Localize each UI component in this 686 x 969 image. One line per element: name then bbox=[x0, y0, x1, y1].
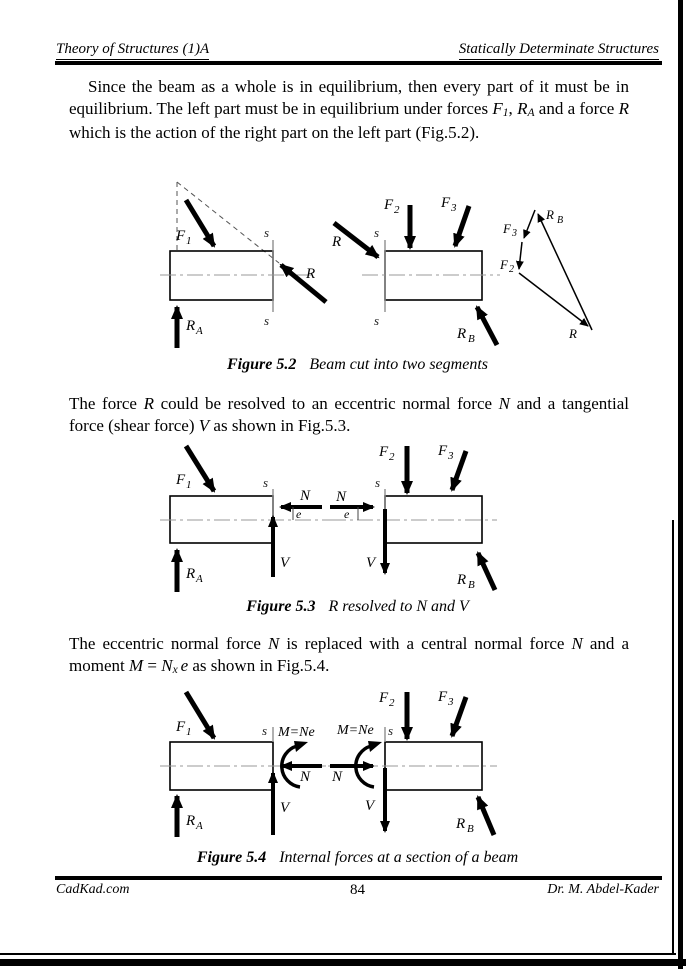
figure-5-3-drawing bbox=[0, 443, 686, 598]
e-label: e bbox=[344, 507, 350, 521]
header-rule bbox=[55, 61, 662, 65]
polygon-f2-label-sub: 2 bbox=[509, 264, 514, 275]
f2-label-sub: 2 bbox=[389, 451, 395, 463]
polygon-r-label: R bbox=[569, 326, 577, 341]
rb-label: R bbox=[456, 816, 466, 832]
caption-label: Figure 5.4 bbox=[196, 849, 267, 866]
polygon-f2-vector bbox=[519, 242, 522, 269]
moment-arc-arrowhead bbox=[368, 741, 382, 752]
figure-5-4-drawing bbox=[0, 685, 686, 847]
moment-label: M=Ne bbox=[337, 723, 374, 738]
f2-label-sub: 2 bbox=[389, 697, 395, 709]
section-label-s-top: s bbox=[264, 225, 270, 240]
v-label: V bbox=[280, 555, 290, 571]
page-footer bbox=[56, 882, 659, 898]
reaction-rb-arrow bbox=[478, 797, 494, 835]
figure-5-3-caption bbox=[55, 597, 660, 617]
section-label-s-bottom: s bbox=[264, 313, 270, 328]
f2-label: F bbox=[384, 197, 394, 213]
reaction-rb-arrow bbox=[478, 553, 495, 590]
paragraph-1: Since the beam as a whole is in equilibrium, then every part of it must be in equilibrium. The left part must be in equilibrium under forces F1, RA and a force R which is the action of the right part on the left part (Fig.5.2). bbox=[69, 77, 630, 142]
polygon-f3-label-sub: 3 bbox=[512, 228, 517, 239]
paragraph-2: The force R could be resolved to an eccentric normal force N and a tangential force (shear force) V as shown in Fig.5.3. bbox=[69, 394, 630, 435]
f2-label-sub: 2 bbox=[394, 204, 400, 216]
page-number: 84 bbox=[350, 882, 365, 898]
page-header bbox=[56, 41, 659, 60]
figure-5-2-drawing bbox=[0, 178, 686, 353]
f1-label: F bbox=[176, 472, 186, 488]
f3-label-sub: 3 bbox=[448, 696, 454, 708]
v-label: V bbox=[366, 555, 376, 571]
force-f3-arrow bbox=[452, 697, 466, 736]
caption-label: Figure 5.3 bbox=[246, 598, 316, 615]
f1-label-sub: 1 bbox=[186, 235, 192, 247]
header-left-title: Theory of Structures (1)A bbox=[56, 41, 209, 60]
fig53-left-beam-segment bbox=[160, 446, 330, 592]
f3-label-sub: 3 bbox=[448, 450, 454, 462]
fig54-left-beam-segment bbox=[160, 692, 326, 837]
f3-label: F bbox=[438, 443, 448, 459]
e-label: e bbox=[296, 507, 302, 521]
ra-label-sub: A bbox=[196, 325, 203, 337]
figure-5-2-caption bbox=[55, 355, 660, 375]
fig52-force-polygon bbox=[499, 207, 592, 341]
rb-label-sub: B bbox=[467, 823, 474, 835]
caption-text: R resolved to N and V bbox=[328, 598, 469, 615]
f1-label: F bbox=[176, 719, 186, 735]
f2-label: F bbox=[379, 690, 389, 706]
v-label: V bbox=[280, 800, 290, 816]
f1-label-sub: 1 bbox=[186, 479, 192, 491]
n-label: N bbox=[332, 769, 343, 785]
f1-label: F bbox=[176, 228, 186, 244]
footer-left-text: CadKad.com bbox=[56, 882, 130, 897]
section-label-s: s bbox=[388, 723, 394, 738]
f1-label-sub: 1 bbox=[186, 726, 192, 738]
rb-label-sub: B bbox=[468, 333, 475, 345]
fig52-right-beam-segment bbox=[331, 195, 500, 345]
rb-label: R bbox=[457, 326, 467, 342]
f2-label: F bbox=[379, 444, 389, 460]
f3-label-sub: 3 bbox=[451, 202, 457, 214]
polygon-rb-label-sub: B bbox=[557, 215, 564, 226]
fig54-right-beam-segment bbox=[328, 689, 497, 835]
moment-arc-arrowhead bbox=[294, 741, 308, 752]
section-label-s-top: s bbox=[374, 225, 380, 240]
footer-rule bbox=[55, 876, 662, 880]
polygon-f2-label: F bbox=[500, 257, 508, 272]
polygon-f3-label: F bbox=[503, 221, 511, 236]
header-right-title: Statically Determinate Structures bbox=[459, 41, 659, 60]
ra-label: R bbox=[186, 318, 196, 334]
section-label-s-bottom: s bbox=[374, 313, 380, 328]
force-f3-arrow bbox=[455, 206, 469, 246]
page-border-right-inner bbox=[672, 520, 674, 955]
f3-label: F bbox=[438, 689, 448, 705]
moment-label: M=Ne bbox=[278, 725, 315, 740]
section-label-s: s bbox=[262, 723, 268, 738]
r-label: R bbox=[332, 234, 342, 250]
footer-right-text: Dr. M. Abdel-Kader bbox=[547, 882, 659, 897]
figure-5-4-caption bbox=[55, 848, 660, 868]
section-label-s: s bbox=[375, 475, 381, 490]
r-label: R bbox=[306, 266, 316, 282]
caption-text: Internal forces at a section of a beam bbox=[279, 849, 519, 866]
ra-label-sub: A bbox=[196, 820, 203, 832]
fig52-left-beam-segment bbox=[160, 182, 326, 348]
polygon-rb-label: R bbox=[546, 207, 554, 222]
n-label: N bbox=[300, 769, 311, 785]
force-f3-arrow bbox=[452, 451, 466, 490]
section-label-s: s bbox=[263, 475, 269, 490]
ra-label: R bbox=[186, 566, 196, 582]
ra-label-sub: A bbox=[196, 573, 203, 585]
page-border-bottom-inner bbox=[0, 953, 676, 955]
fig53-right-beam-segment bbox=[330, 443, 497, 591]
rb-label: R bbox=[457, 572, 467, 588]
rb-label-sub: B bbox=[468, 579, 475, 591]
page-border-bottom bbox=[0, 959, 686, 966]
force-r-arrow bbox=[281, 265, 326, 302]
page-border-right bbox=[678, 0, 683, 969]
ra-label: R bbox=[186, 813, 196, 829]
caption-text: Beam cut into two segments bbox=[309, 356, 488, 373]
paragraph-3: The eccentric normal force N is replaced with a central normal force N and a moment M = Nx e as shown in Fig.5.4. bbox=[69, 634, 630, 677]
polygon-rb-vector bbox=[538, 214, 592, 330]
reaction-rb-arrow bbox=[477, 307, 497, 345]
polygon-f3-vector bbox=[524, 210, 535, 238]
v-label: V bbox=[365, 798, 375, 814]
caption-label: Figure 5.2 bbox=[227, 356, 297, 373]
n-label: N bbox=[300, 488, 311, 504]
n-label: N bbox=[336, 489, 347, 505]
f3-label: F bbox=[441, 195, 451, 211]
